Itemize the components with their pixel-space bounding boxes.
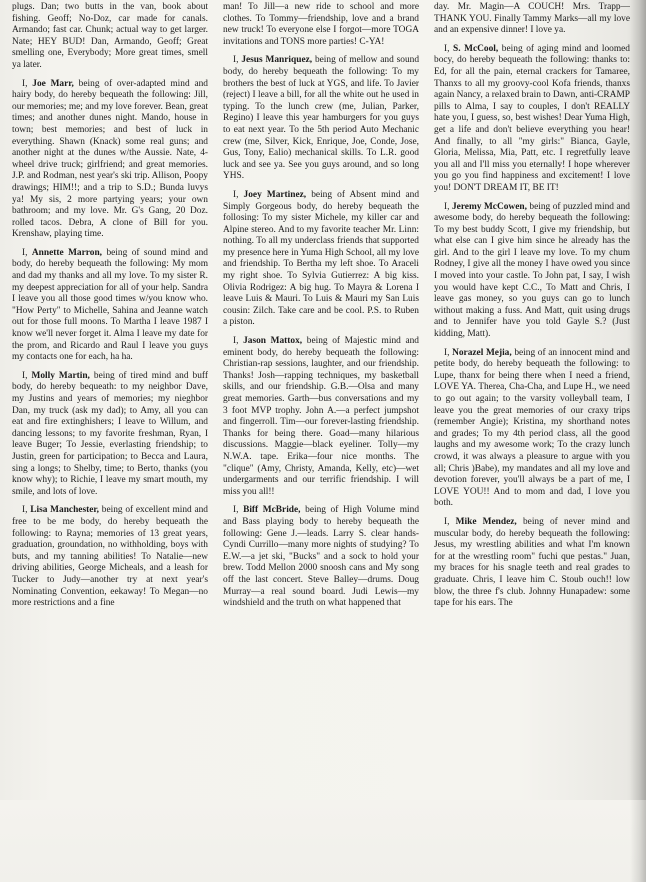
senior-name: Joe Marr, — [32, 78, 74, 89]
senior-name: Annette Marron, — [31, 247, 103, 258]
paragraph: plugs. Dan; two butts in the van, book about fishing. Geoff; No-Doz, car made for canals. Armando; fast car. Chunk; actual way to get larger. Nate; HEY BUD! Dan, Armando, Geoff; Great smelling one, Everybody; More great times, smell ya later. — [12, 2, 208, 70]
paragraph: I, Norazel Mejia, being of an innocent mind and petite body, do hereby bequeath the following: to Lupe, thanx for being there when I need a friend, LOVE YA. Therea, Cha-Cha, and Lupe H., we need to go out again; to the varsity volleyball team, I leave you the great memories of our craxy trips (remember Angie); Kristina, my shorthand notes and grades; To my 4th period class, all the good laughs and my awesome work; To the crazy lunch crowd, it was always a pleasure to argue with you all; Chris )Babe), my mandates and all my love and devotion forever, you'll always be a part of me, I LOVE YOU!! And to mom and dad, I love you both. — [434, 347, 630, 509]
senior-name: Jason Mattox, — [243, 336, 303, 347]
paragraph: I, Molly Martin, being of tired mind and buff body, do hereby bequeath: to my neighbor Dave, my Justins and years of memories; my nieghbor Dan, my truck (ask my dad); to Amy, all you can eat and fire extinghishers; I leave to Willum, and dancing lessons; to my favorite freshman, Ryan, I leave Buger; To Jessie, everlasting friendship; to Justin, green for participation; to Becca and Laura, sing a longs; to Shelby, time; to Berto, thanks (you know why); to Richie, I leave my smart mouth, my smile, and lots of love. — [12, 370, 208, 497]
senior-name: Jesus Manriquez, — [241, 55, 313, 66]
senior-name: Jeremy McCowen, — [451, 201, 527, 212]
paragraph: day. Mr. Magin—A COUCH! Mrs. Trapp—THANK YOU. Finally Tammy Marks—all my love and an expensive dinner! I love ya. — [434, 2, 630, 36]
paragraph: I, Jason Mattox, being of Majestic mind and eminent body, do hereby bequeath the following: Christian-rap sessions, laughter, and our friendship. Thanks! Josh—rapping techniques, my basketball skills, and our friendship. G.B.—Olsa and many great memories. Garth—bus conversations and my 3 foot MVP trophy. John A.—a perfect jumpshot and fingerroll. Tim—our forever-lasting friendship. Thanks for being there. Goad—many hilarious discussions. Maggie—black eyeliner. Tolly—my N.W.A. tape. Erika—four nice months. The "clique" (Amy, Christy, Amanda, Kelly, etc)—wet undergarments and our terrific friendship. I will miss you all!! — [223, 336, 419, 497]
bottom-margin — [0, 800, 646, 882]
paragraph: I, Joe Marr, being of over-adapted mind and hairy body, do hereby bequeath the following: Jill, our memories; me; and my love forever. Bean, great times; and another dunes night. Mando, house in town; best memories; and best of luck in everything. Shawn (Knack) some real guns; and another night at the dunes w/the Aussie. Nate, 4-wheel drive truck; girlfriend; and great memories. J.P. and Rodman, nest year's ski trip. Allison, Poopy drawings; HIM!!; and a trip to S.D.; Bunda luvys ya! My sis, 2 more partying years; your own bathroom; and my love. Mr. G's Gang, 20 Doz. rolled tacos. Debra, A clone of Bill for you. Krenshaw, playing time. — [12, 78, 208, 240]
paragraph: I, Jeremy McCowen, being of puzzled mind and awesome body, do hereby bequeath the following: To my best buddy Scott, I give my friendship, but what else can I give him since he already has the girl. And to the girl I leave my love. To my chum Rodney, I give all the money I have owed you since I moved into your castle. To John pat, I say, I wish you would have kept C.C., To Matt and Chris, I leave gas money, so you guys can go to lunch without making a fuss. And Matt, quit using drugs and to Jennifer have you told Gayle S.? (Just kidding, Matt). — [434, 201, 630, 340]
senior-name: S. McCool, — [453, 43, 499, 54]
text-columns — [12, 2, 630, 788]
paragraph: I, Biff McBride, being of High Volume mind and Bass playing body to hereby bequeath the following: Gene J.—leads. Larry S. clear hands- Cyndi Currillo—many more nights of studying? To E.W.—a jet ski, "Bucks" and a sock to hold your brew. Todd Mellon 2000 snoosh cans and My song off the last concert. Steve Balley—drums. Doug Murray—a real sound board. Judi Lewis—my windshield and the truth on what happened that — [223, 505, 419, 609]
paragraph: I, Jesus Manriquez, being of mellow and sound body, do hereby bequeath the following: To my brothers the best of luck at YGS, and life. To Javier (reject) I leave a bill, for all the white out he used in typing. To the lunch crew (me, Julian, Parker, Regino) I leave this year hamburgers for you guys to eat next year. To the 5th period Auto Mechanic crew (me, Silver, Kick, Enrique, Joe, Conde, Jose, Gus, Tony, Ealio) mechanical skills. To L.R. good luck and see ya. See you guys around, and so long YHS. — [223, 55, 419, 182]
paragraph: man! To Jill—a new ride to school and more clothes. To Tommy—friendship, love and a brand new truck! To everyone else I forgot—more TOGA invitations and TONS more parties! C-YA! — [223, 2, 419, 47]
paragraph: I, Lisa Manchester, being of excellent mind and free to be me body, do hereby bequeath the following: to Rayna; memories of 13 great years, graduation, groundation, no withholding, boys with buts, and my tanning abilities! To Natalie—new driving abilities, George Micheals, and a leash for Tucker to Judy—another try at next year's Nominating Convention, eekaway! To Megan—no more restrictions and a fine — [12, 505, 208, 609]
column-3 — [434, 2, 630, 788]
senior-name: Norazel Mejia, — [452, 347, 512, 358]
column-2 — [223, 2, 419, 788]
page-edge-shadow — [630, 0, 646, 882]
paragraph: I, Joey Martinez, being of Absent mind and Simply Gorgeous body, do hereby bequeath the follosing: To my sister Michele, my killer car and Alpine stereo. And to my favorite teacher Mr. Linn: nothing. To all my underclass friends that supported my presence here in Yuma High School, all my love and friendship. To Bertha my left shoe. To Araceli my right shoe. To Sylvia Gutierrez: A big kiss. Olivia Rodrigez: A big hug. To Mayra & Lorena I leave Luis & Mauri. To Luis & Mauri my San Luis cousin: Zilch. Take care and be cool. P.S. to Ruben a piston. — [223, 189, 419, 328]
paragraph: I, Mike Mendez, being of never mind and muscular body, do hereby bequeath the following: Jesus, my wrestling abilities and what I'm known for at the wrestling room" fuchi que pestas." Juan, my braces for his snagle teeth and real grades to graduate. Chris, I leave him C. Stoub ouch!! low blow, the three f's club. Johnny Hunapadew: some tape for his ears. The — [434, 516, 630, 609]
column-1 — [12, 2, 208, 788]
senior-name: Biff McBride, — [243, 505, 301, 516]
senior-name: Mike Mendez, — [455, 516, 517, 527]
senior-name: Lisa Manchester, — [30, 505, 100, 516]
paragraph: I, Annette Marron, being of sound mind and body, do hereby bequeath the following: My mom and dad my thanks and all my love. To my sister R. my deepest appreciation for all of your help. Sandra I leave you all those good times w/you know who. "How Perty" to Michelle, Sahina and Jeanne watch out for those full moons. To Martha I leave 1987 I know we'll never forget it. Alma I leave my date for the prom, and Ricardo and Raul I leave you guys my contacts one for each, ha ha. — [12, 247, 208, 363]
paragraph: I, S. McCool, being of aging mind and loomed bocy, do hereby bequeath the following: thanks to: Ed, for all the pain, eternal crackers for Tamaree, Thanxs to all my groovy-cool Kofa friends, thanxs again Nancy, a relaxed brain to Dawn, anti-CRAMP pills to Alma, I say to couples, I don't REALLY hate you, I guess, so, best wishes! Dear Yuma High, get a life and don't believe everything you hear! And finally, to all "my girls:" Bianca, Gayle, Gloria, Melissa, Mia, Patt, etc. I regretfully leave you all and I'll miss you eternally! I hope wherever you go you find happiness and excitement! I love you! DON'T DREAM IT, BE IT! — [434, 43, 630, 193]
senior-name: Joey Martinez, — [243, 189, 307, 200]
senior-name: Molly Martin, — [31, 370, 90, 381]
